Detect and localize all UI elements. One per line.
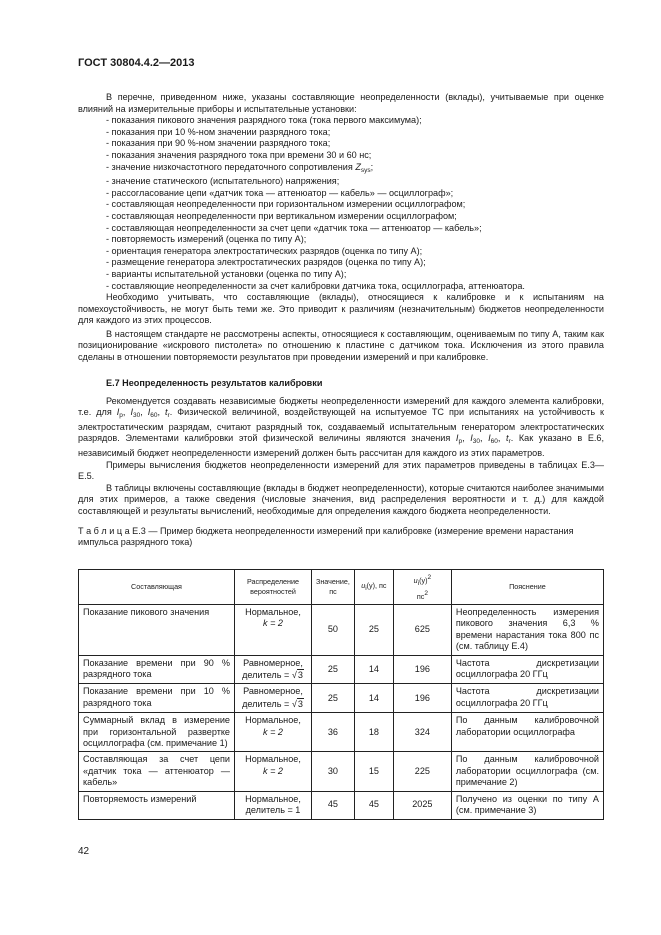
list-item: - варианты испытательной установки (оценка по типу А);	[106, 268, 347, 279]
uncertainty-table	[78, 569, 604, 820]
cell-u: 14	[354, 655, 393, 684]
cell-note: Получено из оценки по типу А (см. примечание 3)	[451, 791, 603, 819]
intro-paragraph: В перечне, приведенном ниже, указаны составляющие неопределенности (вклады), учитываемые при оценке влияний на измерительные приборы и испытательные установки:	[78, 92, 604, 114]
table-row	[79, 791, 604, 819]
table-row	[79, 605, 604, 656]
cell-u2: 625	[393, 605, 451, 656]
param-i60: I	[488, 433, 491, 444]
table-row	[79, 655, 604, 684]
p3-part-b: . Физической величиной, воздействующей на испытуемое ТС при испытаниях на устойчивость к электростатическим разрядам, считают разрядный ток, создаваемый испытательным генератором электростатических разрядов. Элементами калибровки этой физической величины являются значения	[78, 407, 605, 444]
list-item: - повторяемость измерений (оценка по типу А);	[106, 234, 307, 245]
paragraph-1: Необходимо учитывать, что составляющие (вклады), относящиеся к калибровке и к испытаниям на помехоустойчивость, не могут быть теми же. Это приводит к различиям (незначительным) бюджетов неопределенности для каждого из этих процессов.	[78, 292, 604, 326]
param-tr-sub: r	[508, 438, 511, 446]
cell-distribution	[235, 791, 312, 819]
document-header: ГОСТ 30804.4.2—2013	[78, 57, 195, 69]
cell-u: 15	[354, 752, 393, 791]
cell-distribution	[235, 605, 312, 656]
u-symbol: u	[361, 580, 366, 590]
paragraph-4: Примеры вычисления бюджетов неопределенности измерений для этих параметров приведены в таблицах Е.3—Е.5.	[78, 459, 604, 482]
dist-line2: k = 2	[263, 618, 283, 629]
u2-sub: i	[417, 579, 420, 587]
header-component: Составляющая	[79, 570, 235, 605]
list-item: - показания при 90 %-ном значении разрядного тока;	[106, 138, 331, 149]
list-item: - составляющая неопределенности при вертикальном измерении осциллографом;	[106, 210, 457, 221]
param-i30: I	[470, 433, 473, 444]
cell-value: 50	[312, 605, 355, 656]
list-item: - составляющая неопределенности за счет цепи «датчик тока — аттенюатор — кабель»;	[106, 222, 482, 233]
list-item: - составляющие неопределенности за счет калибровки датчика тока, осциллографа, аттенюатора.	[106, 280, 525, 291]
sep: ,	[122, 407, 131, 418]
cell-u2: 2025	[393, 791, 451, 819]
param-tr: t	[165, 407, 168, 418]
list-item-text: - значение низкочастотного передаточного сопротивления	[106, 161, 356, 172]
cell-component: Показание времени при 90 % разрядного тока	[79, 655, 235, 684]
dist-line1: Нормальное,	[245, 715, 301, 726]
z-symbol: Z	[355, 161, 361, 172]
header-distribution: Распределение вероятностей	[235, 570, 312, 605]
header-value: Значение, пс	[312, 570, 355, 605]
paragraph-2: В настоящем стандарте не рассмотрены аспекты, относящиеся к составляющим, оцениваемым по типу А, таким как позиционирование «искрового пистолета» по отношению к пластине с датчиком тока. Исключения из этого правила сделаны в отношении повторяемости результатов при проведении измерений и при калибровке.	[78, 328, 604, 363]
list-item: - ориентация генератора электростатических разрядов (оценка по типу А);	[106, 245, 423, 256]
cell-note: По данным калибровочной лаборатории осциллографа	[451, 713, 603, 752]
dist-line1: Равномерное,	[243, 657, 303, 668]
list-item: - показания при 10 %-ном значении разрядного тока;	[106, 126, 331, 137]
cell-u2: 324	[393, 713, 451, 752]
cell-u: 18	[354, 713, 393, 752]
cell-value: 25	[312, 684, 355, 713]
list-item: - показания значения разрядного тока при времени 30 и 60 нс;	[106, 149, 372, 160]
table-row	[79, 752, 604, 791]
header-u	[354, 570, 393, 605]
cell-component: Показание пикового значения	[79, 605, 235, 656]
param-ip-sub: p	[458, 438, 463, 446]
u2-unit-sup: 2	[424, 589, 428, 597]
p3-part-c: . Как указано в Е.6, независимый бюджет неопределенности измерений должен быть рассчитан для каждого из этих параметров.	[78, 433, 604, 458]
sqrt-radicand: 3	[297, 698, 303, 709]
dist-line2: делитель =	[242, 698, 292, 709]
u-sub: i	[365, 584, 367, 592]
list-item: - рассогласование цепи «датчик тока — аттенюатор — кабель» — осциллограф»;	[106, 187, 454, 198]
list-item: - показания пикового значения разрядного тока (тока первого максимума);	[106, 115, 422, 126]
cell-value: 25	[312, 655, 355, 684]
table-caption: Т а б л и ц а Е.3 — Пример бюджета неопределенности измерений при калибровке (измерение времени нарастания импульса разрядного тока)	[78, 525, 574, 548]
list-item: - значение статического (испытательного) напряжения;	[106, 176, 340, 187]
u2-sup: 2	[427, 573, 432, 581]
section-heading: Е.7 Неопределенность результатов калибровки	[106, 378, 323, 388]
param-i60: I	[147, 407, 151, 418]
table-row	[79, 684, 604, 713]
cell-value: 45	[312, 791, 355, 819]
cell-component: Составляющая за счет цепи «датчик тока — аттенюатор — кабель»	[79, 752, 235, 791]
section-e7	[78, 378, 604, 549]
u2-unit: пс	[416, 591, 425, 601]
z-subscript: sys	[360, 166, 371, 174]
cell-component: Показание времени при 10 % разрядного тока	[79, 684, 235, 713]
list-item: - составляющая неопределенности при горизонтальном измерении осциллографом;	[106, 199, 466, 210]
sep: ,	[497, 433, 507, 444]
cell-value: 36	[312, 713, 355, 752]
param-ip-sub: p	[119, 412, 123, 420]
body-text	[78, 92, 604, 364]
cell-u: 25	[354, 605, 393, 656]
header-note: Пояснение	[451, 570, 603, 605]
paragraph-5: В таблицы включены составляющие (вклады в бюджет неопределенности), которые считаются наиболее значимыми для этих примеров, а также сведения (числовые значения, вид распределения вероятности и т. д.) для каждой составляющей и результаты вычислений, необходимые для определения каждого бюджета неопределенности.	[78, 482, 604, 516]
cell-distribution: Равномерное, делитель = √3	[235, 655, 312, 684]
param-i60-sub: 60	[150, 412, 158, 420]
table-header-row	[79, 570, 604, 605]
param-ip: I	[455, 433, 459, 444]
param-i30: I	[130, 407, 133, 418]
dist-line2: делитель = 1	[245, 805, 301, 816]
sqrt-radicand: 3	[297, 670, 303, 681]
cell-note: Частота дискретизации осциллографа 20 ГГц	[451, 684, 603, 713]
cell-component: Повторяемость измерений	[79, 791, 235, 819]
sep: ,	[479, 433, 489, 444]
param-i60-sub: 60	[490, 438, 498, 446]
dist-line1: Нормальное,	[245, 793, 301, 804]
header-u-squared	[393, 570, 451, 605]
cell-u: 45	[354, 791, 393, 819]
cell-u: 14	[354, 684, 393, 713]
cell-component: Суммарный вклад в измерение при горизонтальной развертке осциллографа (см. примечание 1)	[79, 713, 235, 752]
cell-u2: 225	[393, 752, 451, 791]
cell-distribution	[235, 752, 312, 791]
param-i30-sub: 30	[132, 412, 141, 420]
cell-u2: 196	[393, 684, 451, 713]
u-tail: (y), пс	[366, 580, 387, 590]
p3-part-a: Рекомендуется создавать независимые бюджеты неопределенности измерений для каждого элемента калибровки, т.е. для	[78, 395, 604, 418]
paragraph-3	[78, 396, 604, 460]
dist-line1: Нормальное,	[245, 607, 301, 617]
cell-note: Частота дискретизации осциллографа 20 ГГц	[451, 655, 603, 684]
param-i30-sub: 30	[472, 438, 480, 446]
dist-line2: k = 2	[263, 726, 283, 737]
dist-line2: k = 2	[263, 765, 283, 776]
dist-line1: Нормальное,	[245, 754, 301, 765]
cell-u2: 196	[393, 655, 451, 684]
sep: ,	[140, 407, 148, 418]
page-number: 42	[78, 846, 90, 857]
list-item: - размещение генератора электростатических разрядов (оценка по типу А);	[106, 257, 426, 268]
param-tr: t	[506, 433, 509, 444]
param-tr-sub: r	[167, 412, 170, 420]
cell-value: 30	[312, 752, 355, 791]
cell-distribution: Равномерное, делитель = √3	[235, 684, 312, 713]
param-ip: I	[116, 407, 120, 418]
u2-symbol: u	[413, 575, 418, 585]
dist-line1: Равномерное,	[243, 686, 303, 697]
sep: ,	[462, 433, 471, 444]
u2-mid: (y)	[419, 575, 428, 585]
list-item-zsys	[78, 162, 604, 177]
cell-note: Неопределенность измерения пикового значения 6,3 % времени нарастания тока 800 пс (см. таблицу Е.4)	[451, 605, 603, 656]
sep: ,	[157, 407, 165, 418]
cell-distribution	[235, 713, 312, 752]
table-row	[79, 713, 604, 752]
cell-note: По данным калибровочной лаборатории осциллографа (см. примечание 2)	[451, 752, 603, 791]
dist-line2: делитель =	[242, 670, 292, 681]
z-tail: ;	[370, 161, 374, 172]
